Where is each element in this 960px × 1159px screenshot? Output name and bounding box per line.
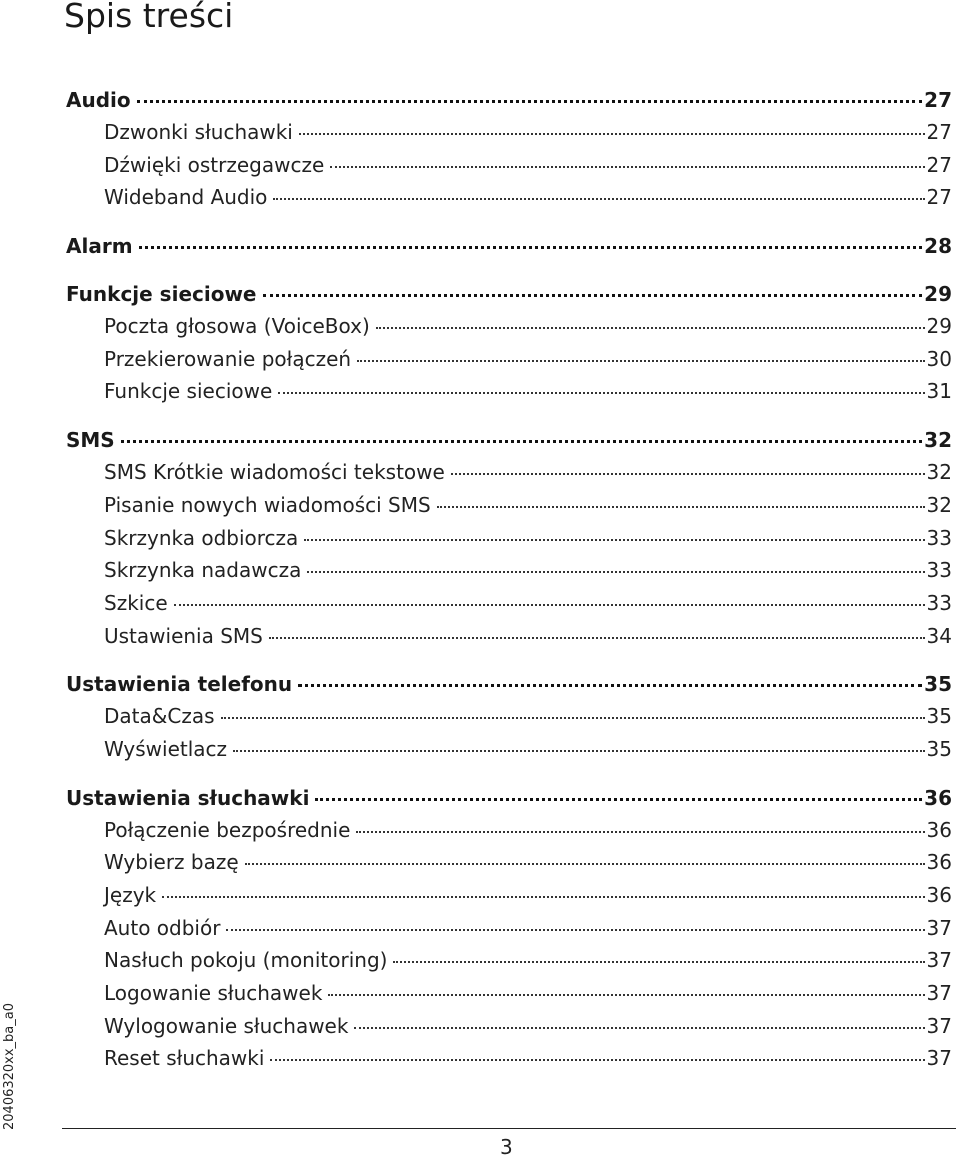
dot-leader [233, 750, 925, 752]
dot-leader [298, 684, 922, 687]
table-of-contents [66, 88, 952, 1095]
toc-heading[interactable] [66, 672, 952, 704]
toc-entry-page: 37 [926, 948, 952, 973]
toc-entry-label: Nasłuch pokoju (monitoring) [104, 948, 388, 973]
toc-entry-label: Dzwonki słuchawki [104, 120, 293, 144]
toc-entry-label: Wybierz bazę [104, 850, 239, 875]
toc-entry-page: 34 [926, 623, 952, 648]
toc-heading[interactable] [66, 428, 952, 460]
toc-entry-label: Data&Czas [104, 704, 215, 729]
toc-entry[interactable] [66, 153, 952, 186]
toc-entry[interactable] [66, 526, 952, 559]
dot-leader [357, 360, 924, 362]
toc-entry[interactable] [66, 883, 952, 916]
toc-entry[interactable] [66, 916, 952, 949]
toc-entry-page: 33 [926, 590, 952, 615]
dot-leader [221, 717, 925, 719]
dot-leader [162, 896, 924, 898]
toc-entry-label: Skrzynka odbiorcza [104, 525, 299, 550]
toc-entry-label: Połączenie bezpośrednie [104, 817, 351, 842]
dot-leader [270, 1059, 924, 1061]
toc-entry-label: Wideband Audio [104, 185, 268, 210]
toc-section [66, 672, 952, 769]
toc-entry-page: 33 [926, 525, 952, 550]
dot-leader [356, 831, 924, 833]
toc-entry-label: Język [104, 883, 157, 907]
toc-entry-page: 36 [926, 817, 952, 842]
toc-entry[interactable] [66, 981, 952, 1014]
toc-heading-label: SMS [66, 428, 115, 453]
toc-entry-page: 37 [926, 1046, 952, 1071]
toc-entry-label: Skrzynka nadawcza [104, 558, 302, 583]
toc-heading-page: 29 [924, 282, 952, 307]
toc-entry[interactable] [66, 704, 952, 737]
toc-entry-label: Szkice [104, 590, 168, 615]
dot-leader [354, 1027, 924, 1029]
toc-heading-page: 27 [924, 88, 952, 112]
dot-leader [451, 473, 925, 475]
dot-leader [304, 539, 924, 541]
dot-leader [174, 604, 925, 606]
dot-leader [328, 994, 924, 996]
dot-leader [226, 929, 924, 931]
toc-entry[interactable] [66, 120, 952, 153]
toc-heading-label: Audio [66, 88, 131, 112]
toc-entry-label: SMS Krótkie wiadomości tekstowe [104, 460, 445, 485]
dot-leader [299, 133, 925, 135]
dot-leader [330, 166, 924, 168]
toc-entry[interactable] [66, 493, 952, 526]
toc-entry[interactable] [66, 558, 952, 591]
dot-leader [273, 198, 924, 200]
toc-heading-label: Alarm [66, 234, 133, 259]
dot-leader [263, 294, 923, 297]
dot-leader [393, 961, 924, 963]
toc-entry-page: 36 [926, 850, 952, 875]
toc-entry-label: Wylogowanie słuchawek [104, 1013, 349, 1038]
toc-entry[interactable] [66, 818, 952, 851]
toc-entry-label: Reset słuchawki [104, 1046, 265, 1071]
dot-leader [245, 863, 925, 865]
dot-leader [269, 637, 925, 639]
toc-entry-page: 33 [926, 558, 952, 583]
page-title: Spis treści [64, 0, 234, 35]
dot-leader [307, 571, 924, 573]
toc-heading-label: Funkcje sieciowe [66, 282, 257, 307]
dot-leader [121, 440, 922, 443]
toc-heading-label: Ustawienia telefonu [66, 672, 293, 697]
toc-entry[interactable] [66, 591, 952, 624]
toc-entry-page: 29 [926, 314, 952, 339]
toc-entry-page: 37 [926, 1013, 952, 1038]
toc-entry[interactable] [66, 379, 952, 412]
toc-entry-page: 32 [926, 460, 952, 485]
toc-entry-page: 27 [926, 120, 952, 144]
toc-heading[interactable] [66, 282, 952, 314]
toc-entry[interactable] [66, 347, 952, 380]
toc-entry[interactable] [66, 737, 952, 770]
toc-heading[interactable] [66, 88, 952, 120]
toc-entry[interactable] [66, 850, 952, 883]
toc-heading-page: 36 [924, 785, 952, 810]
toc-entry-page: 37 [926, 981, 952, 1006]
toc-entry-page: 27 [926, 185, 952, 210]
toc-entry-label: Wyświetlacz [104, 736, 228, 761]
footer-divider [62, 1128, 956, 1129]
toc-entry-page: 32 [926, 492, 952, 517]
toc-heading-page: 32 [924, 428, 952, 453]
dot-leader [137, 100, 923, 103]
toc-entry-page: 37 [926, 915, 952, 940]
toc-entry[interactable] [66, 1014, 952, 1047]
toc-entry[interactable] [66, 624, 952, 657]
toc-section [66, 786, 952, 1080]
toc-entry-page: 35 [926, 736, 952, 761]
toc-entry-page: 36 [926, 883, 952, 907]
dot-leader [376, 327, 925, 329]
toc-entry[interactable] [66, 314, 952, 347]
toc-entry-label: Ustawienia SMS [104, 623, 263, 648]
toc-section [66, 282, 952, 412]
toc-entry[interactable] [66, 460, 952, 493]
toc-heading-label: Ustawienia słuchawki [66, 785, 310, 810]
toc-entry-page: 31 [926, 379, 952, 404]
toc-entry-label: Auto odbiór [104, 915, 221, 940]
toc-section [66, 234, 952, 266]
dot-leader [139, 246, 923, 249]
toc-entry-label: Pisanie nowych wiadomości SMS [104, 492, 431, 517]
toc-entry-page: 35 [926, 704, 952, 729]
toc-heading-page: 28 [924, 234, 952, 259]
toc-entry-label: Logowanie słuchawek [104, 981, 323, 1006]
toc-entry-label: Poczta głosowa (VoiceBox) [104, 314, 370, 339]
dot-leader [278, 392, 924, 394]
toc-entry[interactable] [66, 948, 952, 981]
toc-heading[interactable] [66, 786, 952, 818]
toc-entry-label: Przekierowanie połączeń [104, 346, 352, 371]
document-code: 20406320xx_ba_a0 [2, 1002, 17, 1130]
dot-leader [437, 506, 925, 508]
toc-entry-label: Dźwięki ostrzegawcze [104, 152, 325, 177]
toc-section [66, 428, 952, 656]
toc-entry-page: 27 [926, 152, 952, 177]
toc-section [66, 88, 952, 218]
toc-entry-page: 30 [926, 346, 952, 371]
dot-leader [315, 798, 922, 801]
toc-heading[interactable] [66, 234, 952, 266]
toc-entry-label: Funkcje sieciowe [104, 379, 273, 404]
toc-heading-page: 35 [924, 672, 952, 697]
page-number: 3 [500, 1135, 513, 1159]
toc-entry[interactable] [66, 185, 952, 218]
toc-entry[interactable] [66, 1046, 952, 1079]
